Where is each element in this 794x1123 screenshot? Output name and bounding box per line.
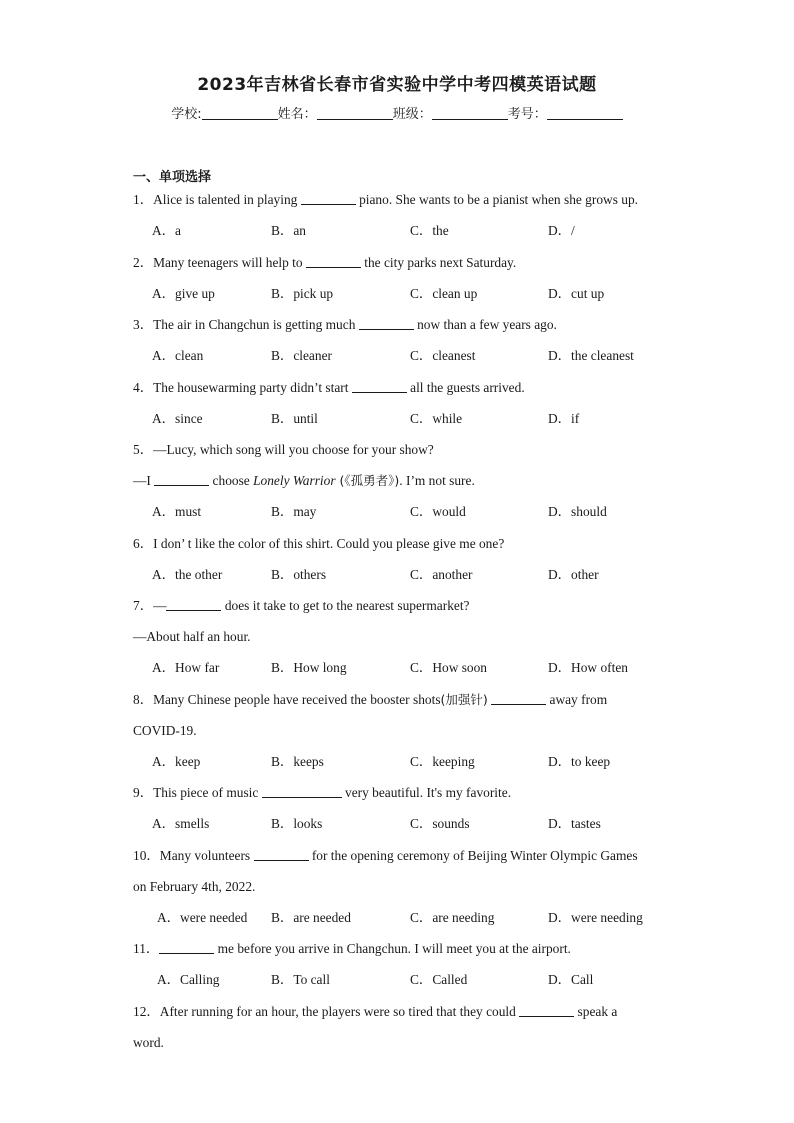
q8-option-a[interactable]: A．keep [152,754,201,769]
q6-option-b[interactable]: B．others [271,567,327,582]
question-7-line-2: —About half an hour. [133,629,251,644]
q5-option-c[interactable]: C．would [410,504,466,519]
q2-option-a[interactable]: A．give up [152,286,215,301]
question-2: 2．Many teenagers will help to the city parks next Saturday. [133,255,517,270]
q3-option-b[interactable]: B．cleaner [271,348,332,363]
q5-option-a[interactable]: A．must [152,504,202,519]
q10-option-a[interactable]: A．were needed [157,910,248,925]
q9-option-a[interactable]: A．smells [152,816,210,831]
song-title: Lonely Warrior [253,473,336,488]
q8-option-b[interactable]: B．keeps [271,754,324,769]
question-12: 12．After running for an hour, the players were so tired that they could speak a [133,1004,618,1019]
student-info [0,103,794,122]
name-blank [317,107,393,120]
question-1: 1．Alice is talented in playing piano. She wants to be a pianist when she grows up. [133,192,638,207]
q7-option-a[interactable]: A．How far [152,660,220,675]
question-8: 8．Many Chinese people have received the booster shots(加强针) away from [133,692,608,707]
question-5: 5．—Lucy, which song will you choose for your show? [133,442,434,457]
class-blank [432,107,508,120]
number-blank [547,107,623,120]
q5-option-d[interactable]: D．should [548,504,607,519]
q1-option-d[interactable]: D．/ [548,223,575,238]
q7-option-d[interactable]: D．How often [548,660,628,675]
q11-option-b[interactable]: B．To call [271,972,330,987]
question-10: 10．Many volunteers for the opening ceremony of Beijing Winter Olympic Games [133,848,638,863]
q4-option-d[interactable]: D．if [548,411,580,426]
question-3: 3．The air in Changchun is getting much now than a few years ago. [133,317,557,332]
q7-option-c[interactable]: C．How soon [410,660,488,675]
q2-option-d[interactable]: D．cut up [548,286,605,301]
q4-option-b[interactable]: B．until [271,411,318,426]
question-4: 4．The housewarming party didn’t start all the guests arrived. [133,380,525,395]
question-9: 9．This piece of music very beautiful. It's my favorite. [133,785,512,800]
q6-option-d[interactable]: D．other [548,567,599,582]
q9-option-b[interactable]: B．looks [271,816,323,831]
school-label: 学校: [171,107,202,122]
q5-option-b[interactable]: B．may [271,504,317,519]
class-label: 班级： [392,107,432,122]
q8-option-d[interactable]: D．to keep [548,754,611,769]
q3-option-a[interactable]: A．clean [152,348,204,363]
q11-option-d[interactable]: D．Call [548,972,594,987]
q6-option-a[interactable]: A．the other [152,567,223,582]
section-title: 一、单项选择 [133,170,212,185]
q11-option-a[interactable]: A．Calling [157,972,220,987]
question-6: 6．I don’ t like the color of this shirt. Could you please give me one? [133,536,505,551]
q10-option-c[interactable]: C．are needing [410,910,495,925]
q2-option-c[interactable]: C．clean up [410,286,478,301]
q6-option-c[interactable]: C．another [410,567,473,582]
q11-option-c[interactable]: C．Called [410,972,468,987]
q10-option-b[interactable]: B．are needed [271,910,351,925]
name-label: 姓名： [277,107,317,122]
q3-option-c[interactable]: C．cleanest [410,348,476,363]
q1-option-a[interactable]: A．a [152,223,182,238]
question-10-line-2: on February 4th, 2022. [133,879,256,894]
q1-option-b[interactable]: B．an [271,223,306,238]
question-5-line-2: —I choose Lonely Warrior (《孤勇者》). I’m not sure. [133,473,475,488]
q8-option-c[interactable]: C．keeping [410,754,475,769]
question-8-line-2: COVID-19. [133,723,197,738]
question-7: 7．— does it take to get to the nearest supermarket? [133,598,470,613]
page-title: 2023年吉林省长春市省实验中学中考四模英语试题 [197,75,597,95]
q9-option-d[interactable]: D．tastes [548,816,601,831]
q7-option-b[interactable]: B．How long [271,660,347,675]
q9-option-c[interactable]: C．sounds [410,816,470,831]
number-label: 考号： [507,107,547,122]
q1-option-c[interactable]: C．the [410,223,449,238]
question-12-line-2: word. [133,1035,164,1050]
q4-option-a[interactable]: A．since [152,411,203,426]
q4-option-c[interactable]: C．while [410,411,463,426]
q3-option-d[interactable]: D．the cleanest [548,348,634,363]
question-11: 11． me before you arrive in Changchun. I will meet you at the airport. [133,941,571,956]
school-blank [202,107,278,120]
q10-option-d[interactable]: D．were needing [548,910,643,925]
q2-option-b[interactable]: B．pick up [271,286,334,301]
